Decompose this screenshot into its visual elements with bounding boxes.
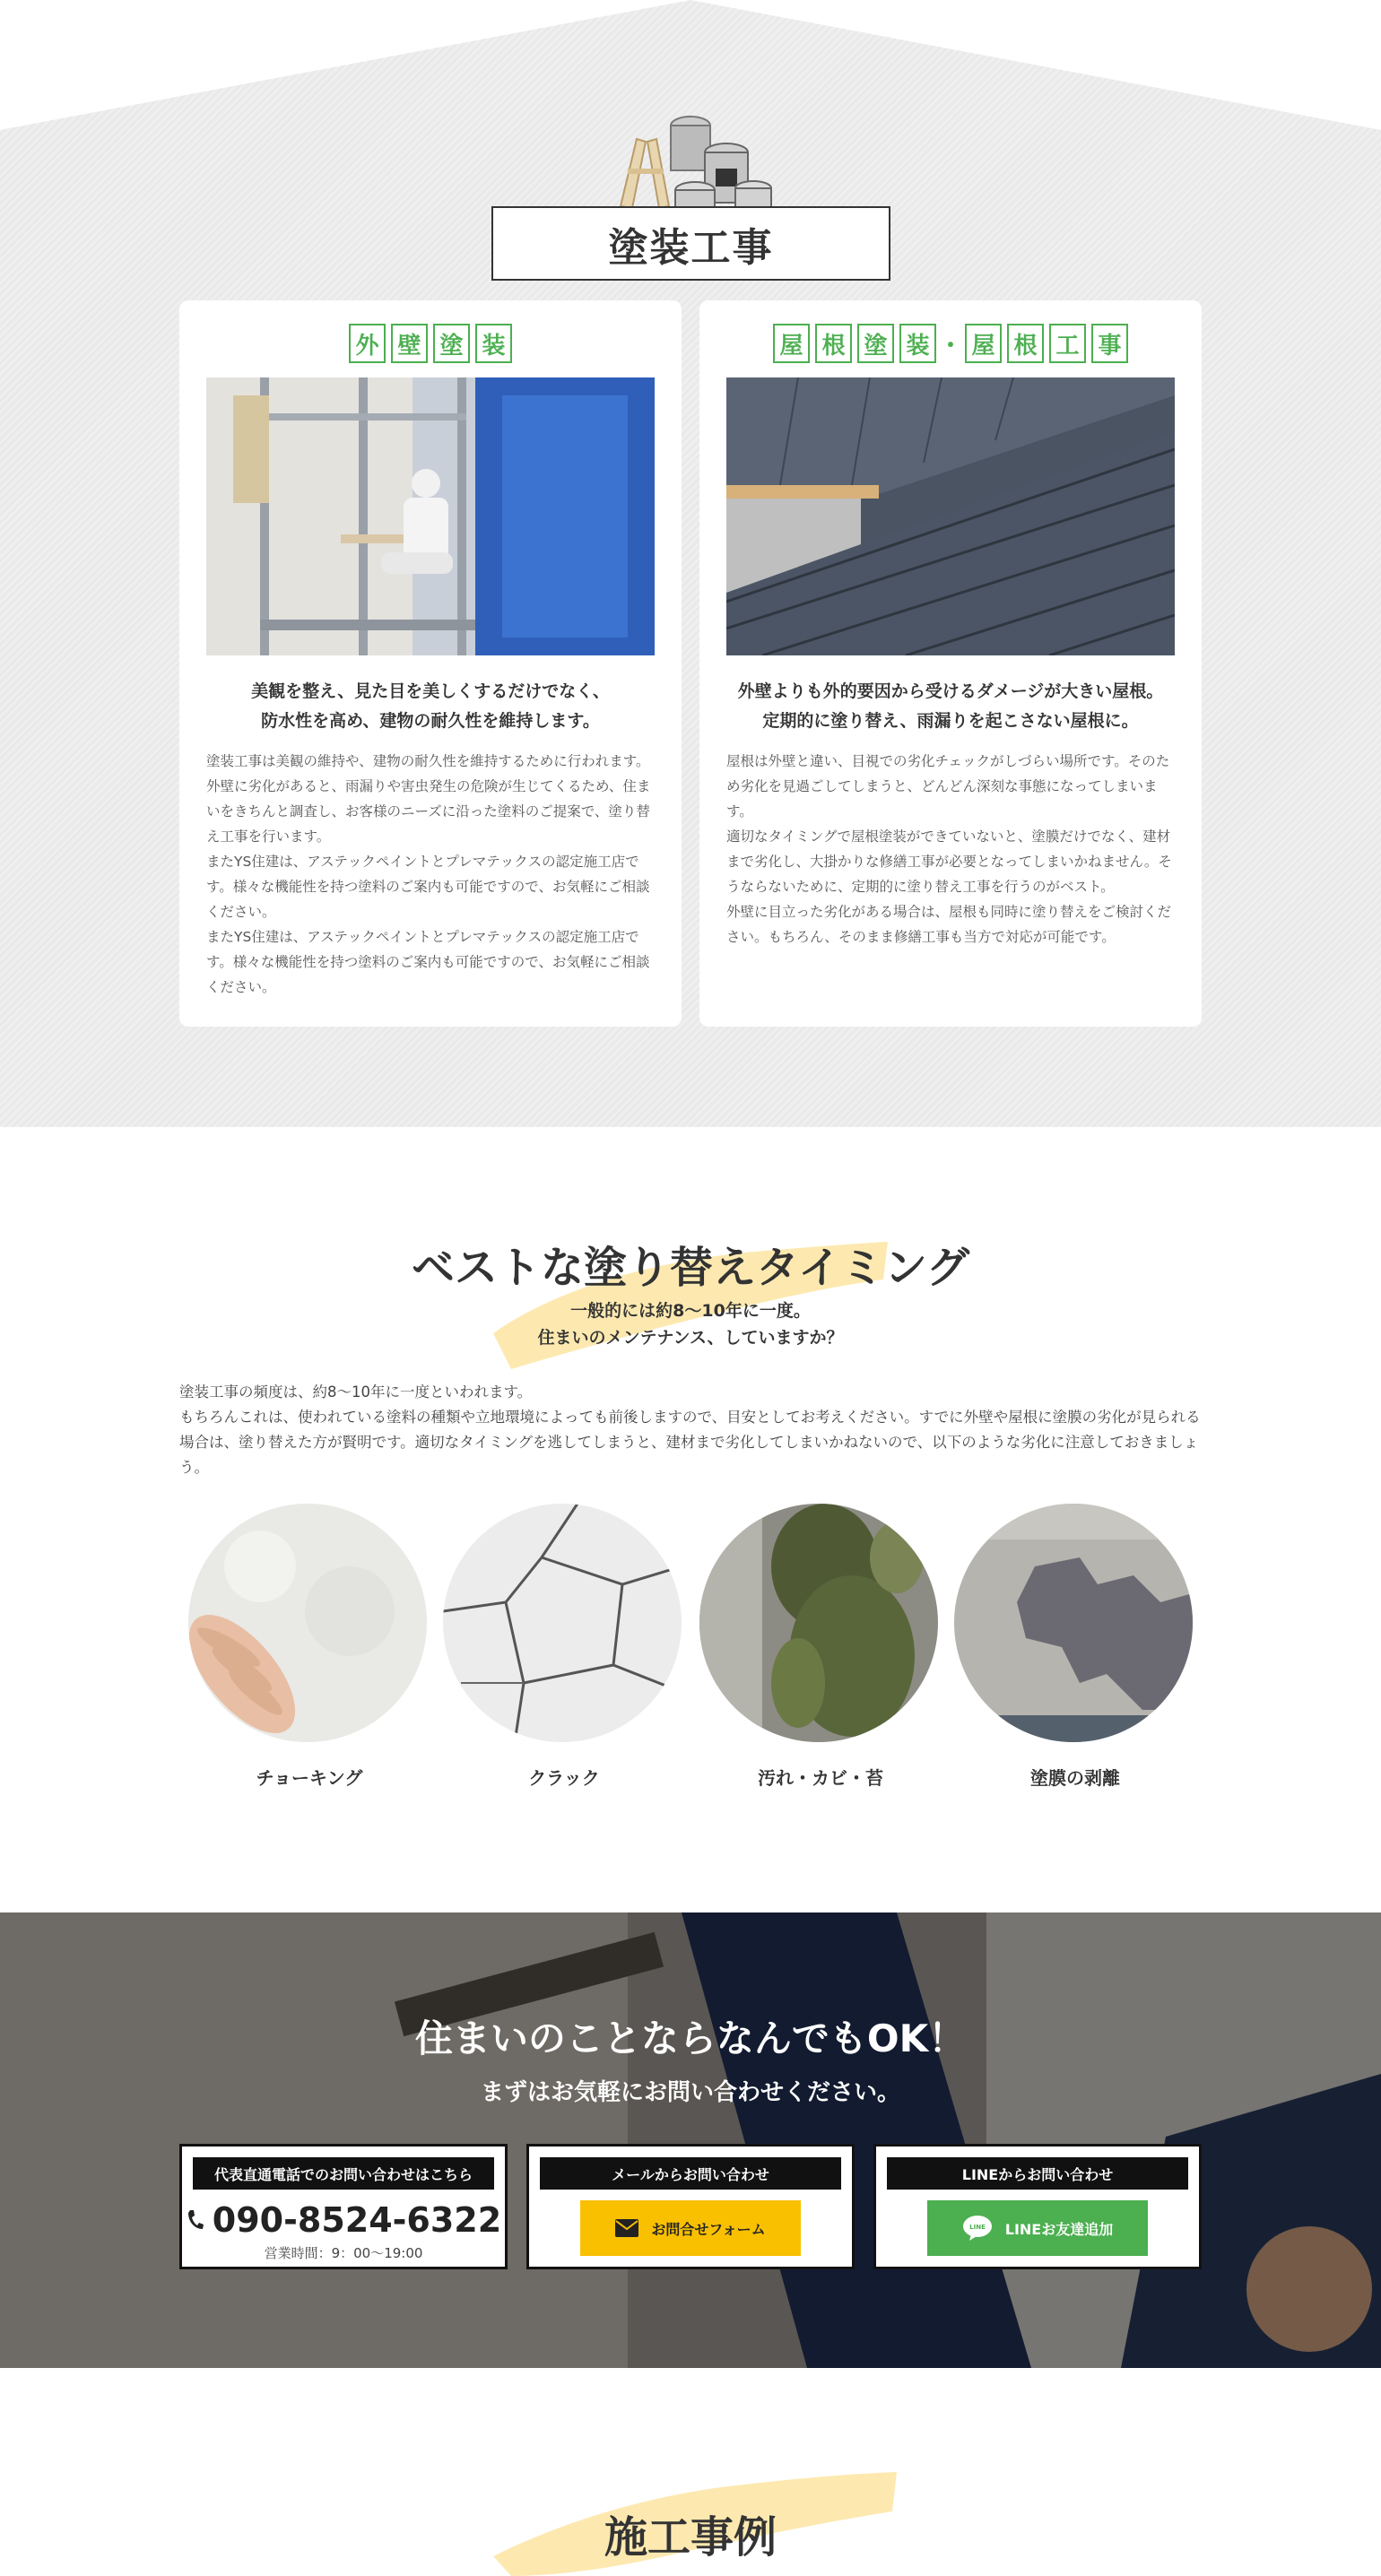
- line-icon: [962, 2215, 993, 2242]
- tag-char: 装: [899, 324, 936, 363]
- tag-char: 事: [1091, 324, 1128, 363]
- exterior-wall-photo: [206, 377, 655, 655]
- body-paragraph: またYS住建は、アステックペイントとプレマテックスの認定施工店です。様々な機能性を持つ塗料のご案内も可能ですので、お気軽にご相談ください。: [206, 929, 650, 995]
- painting-title: 塗装工事: [608, 224, 774, 271]
- intro-paragraph: もちろんこれは、使われている塗料の種類や立地環境によっても前後しますので、目安としてお考えください。すでに外壁や屋根に塗膜の劣化が見られる場合は、塗り替えた方が賢明です。適切なタイミングを逃してしまうと、建材まで劣化してしまいかねないので、以下のような劣化に注意しておきましょう。: [179, 1409, 1201, 1476]
- line-add-friend-button[interactable]: [927, 2200, 1148, 2256]
- card-exterior-wall: [179, 300, 682, 1027]
- card-lead-exterior-wall: [197, 677, 664, 736]
- body-paragraph: またYS住建は、アステックペイントとプレマテックスの認定施工店です。様々な機能性を持つ塗料のご案内も可能ですので、お気軽にご相談ください。: [206, 854, 650, 920]
- phone-row[interactable]: [182, 2200, 505, 2240]
- works-section: [0, 2368, 1381, 2576]
- phone-icon: [186, 2208, 205, 2232]
- intro-paragraph: 塗装工事の頻度は、約8〜10年に一度といわれます。: [179, 1383, 533, 1401]
- peeling-label: 塗膜の剥離: [1030, 1767, 1120, 1789]
- tag-char: 装: [475, 324, 512, 363]
- tag-char: 根: [1007, 324, 1044, 363]
- peeling-photo: [954, 1504, 1193, 1742]
- contact-mail-box: [526, 2144, 855, 2269]
- phone-number[interactable]: 090-8524-6322: [212, 2200, 502, 2240]
- crack-photo: [443, 1504, 682, 1742]
- timing-subtitle-1: 一般的には約8〜10年に一度。: [570, 1301, 811, 1321]
- works-title: 施工事例: [604, 2512, 777, 2563]
- tag-char: 塗: [433, 324, 470, 363]
- tag-char: 屋: [965, 324, 1002, 363]
- lead-line: 外壁よりも外的要因から受けるダメージが大きい屋根。: [737, 681, 1164, 701]
- card-roof: [699, 300, 1202, 1027]
- body-paragraph: 屋根は外壁と違い、目視での劣化チェックがしづらい場所です。そのため劣化を見過ごしてしまうと、どんどん深刻な事態になってしまいます。: [726, 753, 1170, 820]
- mold-label: 汚れ・カビ・苔: [758, 1767, 883, 1789]
- chalking-label: チョーキング: [256, 1767, 363, 1789]
- contact-line-box: [873, 2144, 1202, 2269]
- body-paragraph: 塗装工事は美観の維持や、建物の耐久性を維持するために行われます。外壁に劣化があると、雨漏りや害虫発生の危険が生じてくるため、住まいをきちんと調査し、お客様のニーズに沿った塗料のご提案で、塗り替え工事を行います。: [206, 753, 651, 845]
- phone-box-heading: 代表直通電話でのお問い合わせはこちら: [193, 2157, 494, 2190]
- tag-char: 屋: [773, 324, 810, 363]
- tag-separator: ・: [939, 332, 963, 360]
- contact-phone-box: [179, 2144, 508, 2269]
- lead-line: 防水性を高め、建物の耐久性を維持します。: [261, 711, 600, 731]
- deterioration-chalking: [188, 1504, 430, 1790]
- mail-box-heading: メールからお問い合わせ: [540, 2157, 841, 2190]
- crack-label: クラック: [528, 1767, 600, 1789]
- tag-char: 根: [815, 324, 852, 363]
- painting-section: [0, 0, 1381, 1127]
- paint-cans-illustration: [610, 90, 780, 215]
- card-lead-roof: [717, 677, 1184, 736]
- business-hours: 営業時間：9：00〜19:00: [264, 2245, 423, 2261]
- painting-title-box: [491, 206, 890, 281]
- contact-section: [0, 1912, 1381, 2368]
- timing-title: ベストな塗り替えタイミング: [411, 1243, 970, 1293]
- card-tag-exterior-wall: [179, 324, 682, 363]
- card-tag-roof: [699, 324, 1202, 363]
- inquiry-form-button[interactable]: [580, 2200, 801, 2256]
- tag-char: 壁: [391, 324, 428, 363]
- tag-char: 塗: [857, 324, 894, 363]
- contact-background-photo: [0, 1912, 1381, 2368]
- lead-line: 美観を整え、見た目を美しくするだけでなく、: [251, 681, 610, 701]
- contact-subtitle: まずはお気軽にお問い合わせください。: [480, 2079, 900, 2106]
- card-body-roof: [726, 749, 1175, 950]
- timing-intro: [179, 1380, 1202, 1480]
- chalking-photo: [188, 1504, 427, 1742]
- contact-title: 住まいのことならなんでもOK！: [414, 2017, 967, 2060]
- mold-photo: [699, 1504, 938, 1742]
- deterioration-crack: [443, 1504, 685, 1790]
- line-box-heading: LINEからお問い合わせ: [887, 2157, 1188, 2190]
- line-add-friend-label: LINEお友達追加: [1004, 2220, 1114, 2238]
- deterioration-peeling: [954, 1504, 1196, 1790]
- line-icon-text: LINE: [968, 2224, 986, 2231]
- inquiry-form-label: お問合せフォーム: [651, 2220, 766, 2238]
- tag-char: 外: [349, 324, 386, 363]
- deterioration-mold: [699, 1504, 942, 1790]
- tag-char: 工: [1049, 324, 1086, 363]
- body-paragraph: 外壁に目立った劣化がある場合は、屋根も同時に塗り替えをご検討ください。もちろん、そのまま修繕工事も当方で対応が可能です。: [726, 904, 1172, 945]
- card-body-exterior-wall: [206, 749, 655, 1000]
- body-paragraph: 適切なタイミングで屋根塗装ができていないと、塗膜だけでなく、建材まで劣化し、大掛かりな修繕工事が必要となってしまいかねません。そうならないために、定期的に塗り替え工事を行うのがベスト。: [726, 828, 1172, 895]
- timing-subtitle-2: 住まいのメンテナンス、していますか？: [537, 1328, 844, 1348]
- roof-photo: [726, 377, 1175, 655]
- envelope-icon: [615, 2219, 638, 2237]
- timing-section: [0, 1127, 1381, 1912]
- lead-line: 定期的に塗り替え、雨漏りを起こさない屋根に。: [762, 711, 1139, 731]
